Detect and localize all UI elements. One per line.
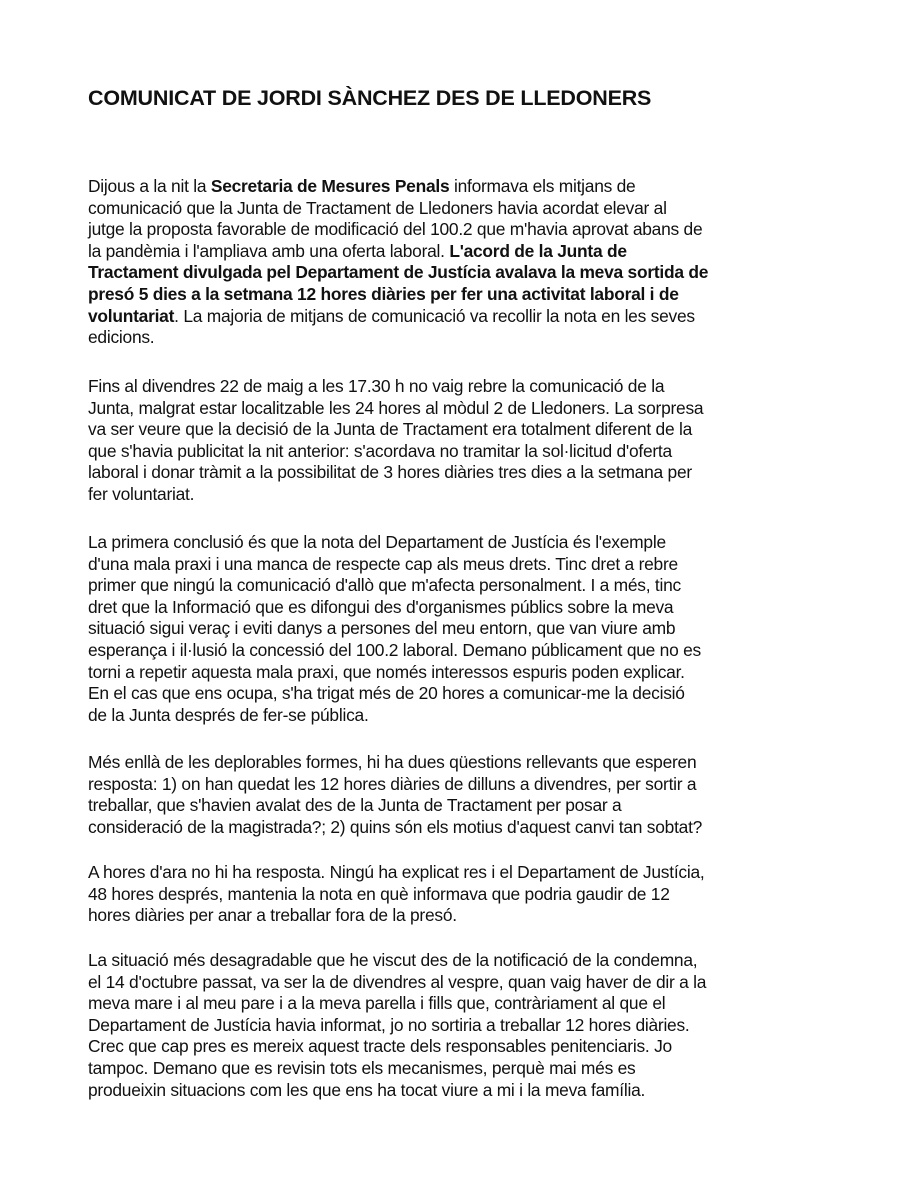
text-line <box>88 950 823 972</box>
text-run: jutge la proposta favorable de modificació del 100.2 que m'havia aprovat abans de <box>88 219 703 240</box>
text-run: treballar, que s'havien avalat des de la Junta de Tractament per posar a <box>88 795 622 816</box>
text-line <box>88 817 823 839</box>
text-run: torni a repetir aquesta mala praxi, que només interessos espuris poden explicar. <box>88 661 685 682</box>
text-run: meva mare i al meu pare i a la meva parella i fills que, contràriament al que el <box>88 993 666 1014</box>
text-line <box>88 1080 823 1102</box>
text-line <box>88 241 823 263</box>
text-line <box>88 376 823 398</box>
text-line <box>88 662 823 684</box>
text-line <box>88 284 823 306</box>
paragraph-1 <box>88 176 823 349</box>
text-line <box>88 575 823 597</box>
text-line <box>88 198 823 220</box>
text-run: Departament de Justícia havia informat, jo no sortiria a treballar 12 hores diàries. <box>88 1014 690 1035</box>
text-run: el 14 d'octubre passat, va ser la de divendres al vespre, quan vaig haver de dir a la <box>88 971 707 992</box>
text-run: la pandèmia i l'ampliava amb una oferta laboral. <box>88 240 450 261</box>
text-run: dret que la Informació que es difongui des d'organismes públics sobre la meva <box>88 596 674 617</box>
text-line <box>88 532 823 554</box>
text-line <box>88 774 823 796</box>
text-line <box>88 683 823 705</box>
text-line <box>88 219 823 241</box>
text-run: edicions. <box>88 327 155 348</box>
text-run: situació sigui veraç i eviti danys a persones del meu entorn, que van viure amb <box>88 618 676 639</box>
text-line <box>88 176 823 198</box>
text-line <box>88 462 823 484</box>
text-line <box>88 597 823 619</box>
paragraph-6 <box>88 950 823 1101</box>
bold-text: voluntariat <box>88 305 175 326</box>
bold-text: L'acord de la Junta de <box>449 240 627 261</box>
text-line <box>88 1058 823 1080</box>
text-line <box>88 795 823 817</box>
text-run: d'una mala praxi i una manca de respecte cap als meus drets. Tinc dret a rebre <box>88 553 678 574</box>
bold-text: presó 5 dies a la setmana 12 hores diàries per fer una activitat laboral i de <box>88 283 679 304</box>
text-line <box>88 705 823 727</box>
text-run: hores diàries per anar a treballar fora de la presó. <box>88 905 457 926</box>
text-run: Dijous a la nit la <box>88 176 211 196</box>
text-run: que s'havia publicitat la nit anterior: s'acordava no tramitar la sol·licitud d'oferta <box>88 440 672 461</box>
document-title: COMUNICAT DE JORDI SÀNCHEZ DES DE LLEDONERS <box>88 86 652 110</box>
text-run: La situació més desagradable que he viscut des de la notificació de la condemna, <box>88 950 698 970</box>
text-run: Més enllà de les deplorables formes, hi ha dues qüestions rellevants que esperen <box>88 752 697 772</box>
text-line <box>88 884 823 906</box>
text-line <box>88 618 823 640</box>
text-run: esperança i il·lusió la concessió del 100.2 laboral. Demano públicament que no es <box>88 639 701 660</box>
text-run: A hores d'ara no hi ha resposta. Ningú ha explicat res i el Departament de Justícia, <box>88 862 705 882</box>
text-run: En el cas que ens ocupa, s'ha trigat més de 20 hores a comunicar-me la decisió <box>88 683 685 704</box>
text-run: informava els mitjans de <box>449 176 636 196</box>
text-run: fer voluntariat. <box>88 483 195 504</box>
text-line <box>88 905 823 927</box>
text-run: Fins al divendres 22 de maig a les 17.30 h no vaig rebre la comunicació de la <box>88 376 665 396</box>
text-run: tampoc. Demano que es revisin tots els mecanismes, perquè mai més es <box>88 1057 636 1078</box>
text-run: consideració de la magistrada?; 2) quins són els motius d'aquest canvi tan sobtat? <box>88 816 703 837</box>
text-line <box>88 1036 823 1058</box>
text-line <box>88 398 823 420</box>
paragraph-2 <box>88 376 823 506</box>
text-line <box>88 752 823 774</box>
text-line <box>88 262 823 284</box>
text-line <box>88 484 823 506</box>
text-run: comunicació que la Junta de Tractament de Lledoners havia acordat elevar al <box>88 197 667 218</box>
paragraph-4 <box>88 752 823 838</box>
text-line <box>88 993 823 1015</box>
text-run: Crec que cap pres es mereix aquest tracte dels responsables penitenciaris. Jo <box>88 1036 672 1057</box>
text-line <box>88 1015 823 1037</box>
text-line <box>88 640 823 662</box>
text-line <box>88 862 823 884</box>
text-run: produeixin situacions com les que ens ha tocat viure a mi i la meva família. <box>88 1079 646 1100</box>
text-run: La primera conclusió és que la nota del Departament de Justícia és l'exemple <box>88 532 666 552</box>
text-run: Junta, malgrat estar localitzable les 24 hores al mòdul 2 de Lledoners. La sorpresa <box>88 397 704 418</box>
text-line <box>88 441 823 463</box>
text-line <box>88 327 823 349</box>
text-line <box>88 554 823 576</box>
text-run: . La majoria de mitjans de comunicació va recollir la nota en les seves <box>174 305 695 326</box>
bold-text: Secretaria de Mesures Penals <box>210 176 450 196</box>
text-run: primer que ningú la comunicació d'allò que m'afecta personalment. I a més, tinc <box>88 575 681 596</box>
paragraph-5 <box>88 862 823 927</box>
paragraph-3 <box>88 532 823 726</box>
text-run: laboral i donar tràmit a la possibilitat de 3 hores diàries tres dies a la setmana per <box>88 462 692 483</box>
text-run: resposta: 1) on han quedat les 12 hores diàries de dilluns a divendres, per sortir a <box>88 773 697 794</box>
text-run: va ser veure que la decisió de la Junta de Tractament era totalment diferent de la <box>88 419 692 440</box>
text-line <box>88 972 823 994</box>
text-line <box>88 306 823 328</box>
text-run: de la Junta després de fer-se pública. <box>88 704 369 725</box>
text-line <box>88 419 823 441</box>
bold-text: Tractament divulgada pel Departament de Justícia avalava la meva sortida de <box>88 262 709 283</box>
text-run: 48 hores després, mantenia la nota en què informava que podria gaudir de 12 <box>88 883 670 904</box>
